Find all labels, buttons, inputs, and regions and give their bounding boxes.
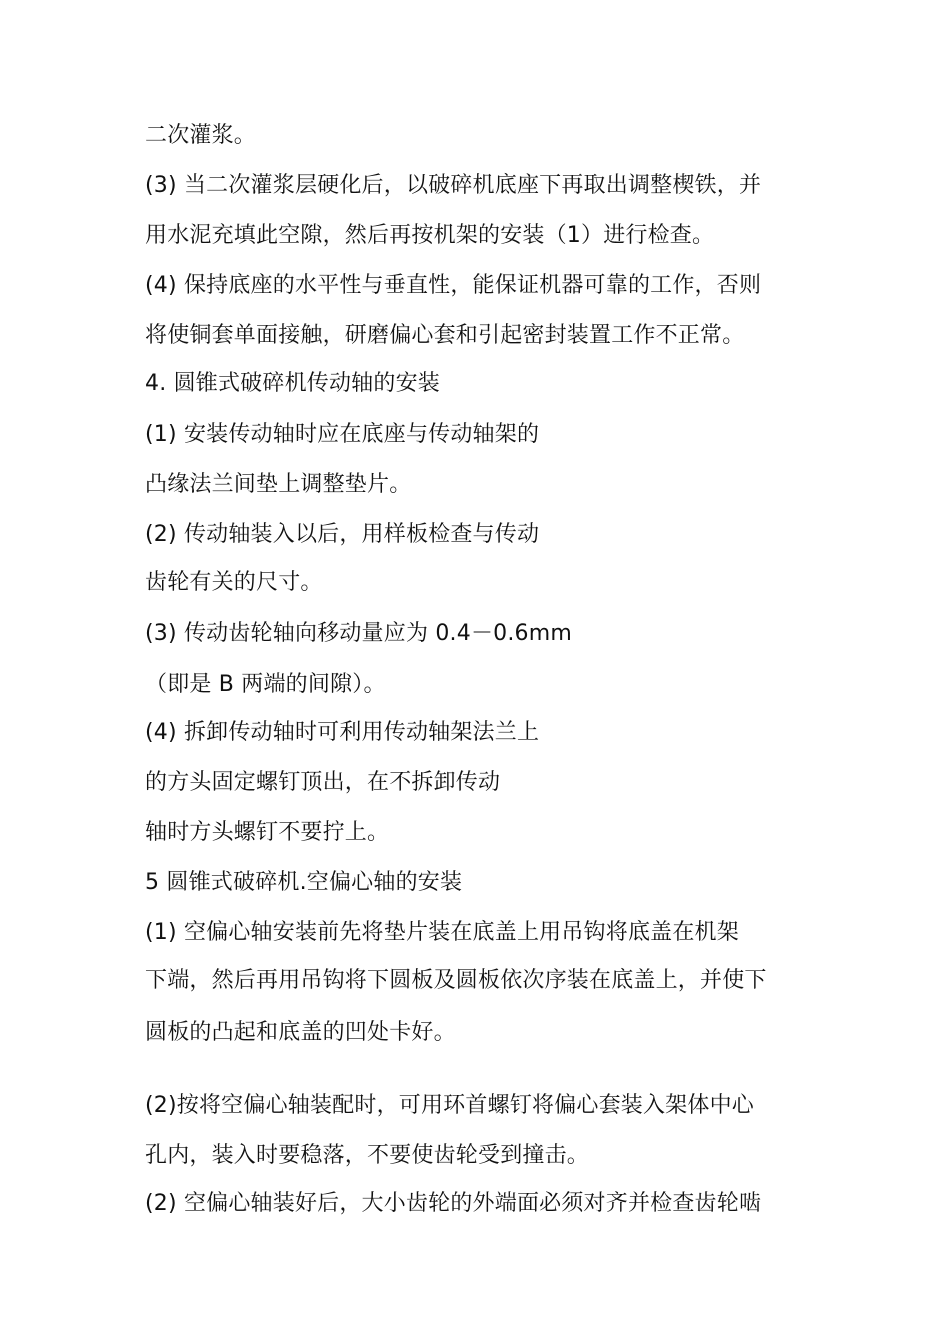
text-line: 凸缘法兰间垫上调整垫片。 [145, 472, 412, 497]
text-line: (2)按将空偏心轴装配时，可用环首螺钉将偏心套装入架体中心 [145, 1093, 754, 1118]
text-line: 轴时方头螺钉不要拧上。 [145, 820, 390, 845]
text-line: 圆板的凸起和底盖的凹处卡好。 [145, 1020, 456, 1045]
section-heading: 5 圆锥式破碎机.空偏心轴的安装 [145, 870, 463, 895]
section-heading: 4. 圆锥式破碎机传动轴的安装 [145, 371, 440, 396]
text-line: (2) 传动轴装入以后，用样板检查与传动 [145, 522, 540, 547]
text-line: 的方头固定螺钉顶出，在不拆卸传动 [145, 770, 501, 795]
text-line: 二次灌浆。 [145, 123, 257, 148]
text-line: （即是 B 两端的间隙）。 [145, 672, 386, 697]
text-line: (1) 安装传动轴时应在底座与传动轴架的 [145, 422, 540, 447]
text-line: (3) 当二次灌浆层硬化后，以破碎机底座下再取出调整楔铁，并 [145, 173, 762, 198]
text-line: (4) 拆卸传动轴时可利用传动轴架法兰上 [145, 720, 540, 745]
text-line: 将使铜套单面接触，研磨偏心套和引起密封装置工作不正常。 [145, 323, 745, 348]
text-line: 孔内，装入时要稳落，不要使齿轮受到撞击。 [145, 1143, 590, 1168]
text-line: 用水泥充填此空隙，然后再按机架的安装（1）进行检查。 [145, 223, 715, 248]
text-line: 下端，然后再用吊钩将下圆板及圆板依次序装在底盖上，并使下 [145, 968, 767, 993]
text-line: (3) 传动齿轮轴向移动量应为 0.4－0.6mm [145, 621, 572, 646]
text-line: 齿轮有关的尺寸。 [145, 570, 323, 595]
text-line: (4) 保持底座的水平性与垂直性，能保证机器可靠的工作，否则 [145, 273, 762, 298]
text-line: (2) 空偏心轴装好后，大小齿轮的外端面必须对齐并检查齿轮啮 [145, 1191, 762, 1216]
text-line: (1) 空偏心轴安装前先将垫片装在底盖上用吊钩将底盖在机架 [145, 920, 739, 945]
